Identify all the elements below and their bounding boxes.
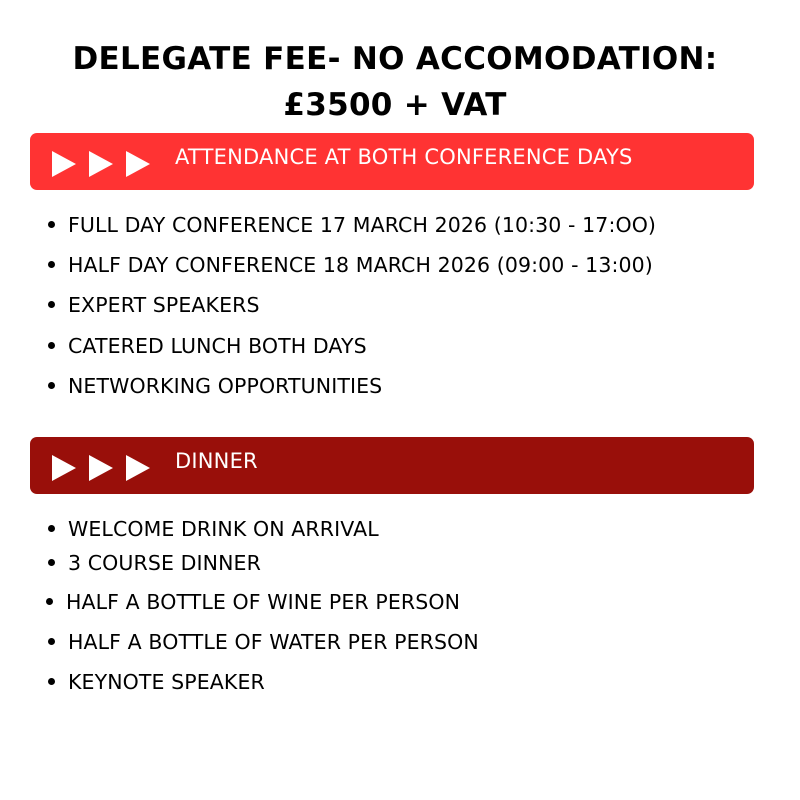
list-item-text: KEYNOTE SPEAKER: [68, 670, 265, 694]
list-item: [48, 550, 261, 576]
list-item-text: HALF A BOTTLE OF WATER PER PERSON: [68, 630, 479, 654]
list-item: [48, 333, 367, 359]
section-heading: ATTENDANCE AT BOTH CONFERENCE DAYS: [175, 145, 633, 169]
list-item: [48, 516, 379, 542]
title-line-1: DELEGATE FEE- NO ACCOMODATION:: [72, 41, 718, 77]
list-item: [48, 252, 653, 278]
play-arrow-icon: [52, 455, 76, 481]
list-item-text: HALF A BOTTLE OF WINE PER PERSON: [66, 590, 461, 614]
play-arrow-icon: [89, 151, 113, 177]
list-item-text: HALF DAY CONFERENCE 18 MARCH 2026 (09:00 - 13:00): [68, 253, 653, 277]
bullet-icon: [48, 261, 55, 268]
bullet-icon: [48, 221, 55, 228]
page-title: [0, 36, 790, 128]
list-item-text: FULL DAY CONFERENCE 17 MARCH 2026 (10:30 - 17:OO): [68, 213, 657, 237]
bullet-icon: [48, 382, 55, 389]
list-item: [48, 373, 382, 399]
play-arrow-icon: [126, 455, 150, 481]
bullet-icon: [48, 638, 55, 645]
list-item: [46, 589, 460, 615]
title-line-2: £3500 + VAT: [283, 87, 507, 123]
bullet-icon: [48, 342, 55, 349]
arrow-group: [52, 455, 150, 481]
bullet-icon: [46, 598, 53, 605]
list-item-text: NETWORKING OPPORTUNITIES: [68, 374, 383, 398]
list-item-text: CATERED LUNCH BOTH DAYS: [68, 334, 367, 358]
list-item-text: 3 COURSE DINNER: [68, 551, 261, 575]
list-item: [48, 212, 656, 238]
section-banner-attendance: [30, 133, 754, 190]
bullet-icon: [48, 559, 55, 566]
list-item-text: EXPERT SPEAKERS: [68, 293, 260, 317]
play-arrow-icon: [89, 455, 113, 481]
section-heading: DINNER: [175, 449, 258, 473]
list-item-text: WELCOME DRINK ON ARRIVAL: [68, 517, 379, 541]
play-arrow-icon: [52, 151, 76, 177]
list-item: [48, 629, 479, 655]
arrow-group: [52, 151, 150, 177]
bullet-icon: [48, 525, 55, 532]
play-arrow-icon: [126, 151, 150, 177]
section-banner-dinner: [30, 437, 754, 494]
bullet-icon: [48, 301, 55, 308]
list-item: [48, 669, 265, 695]
list-item: [48, 292, 260, 318]
bullet-icon: [48, 678, 55, 685]
